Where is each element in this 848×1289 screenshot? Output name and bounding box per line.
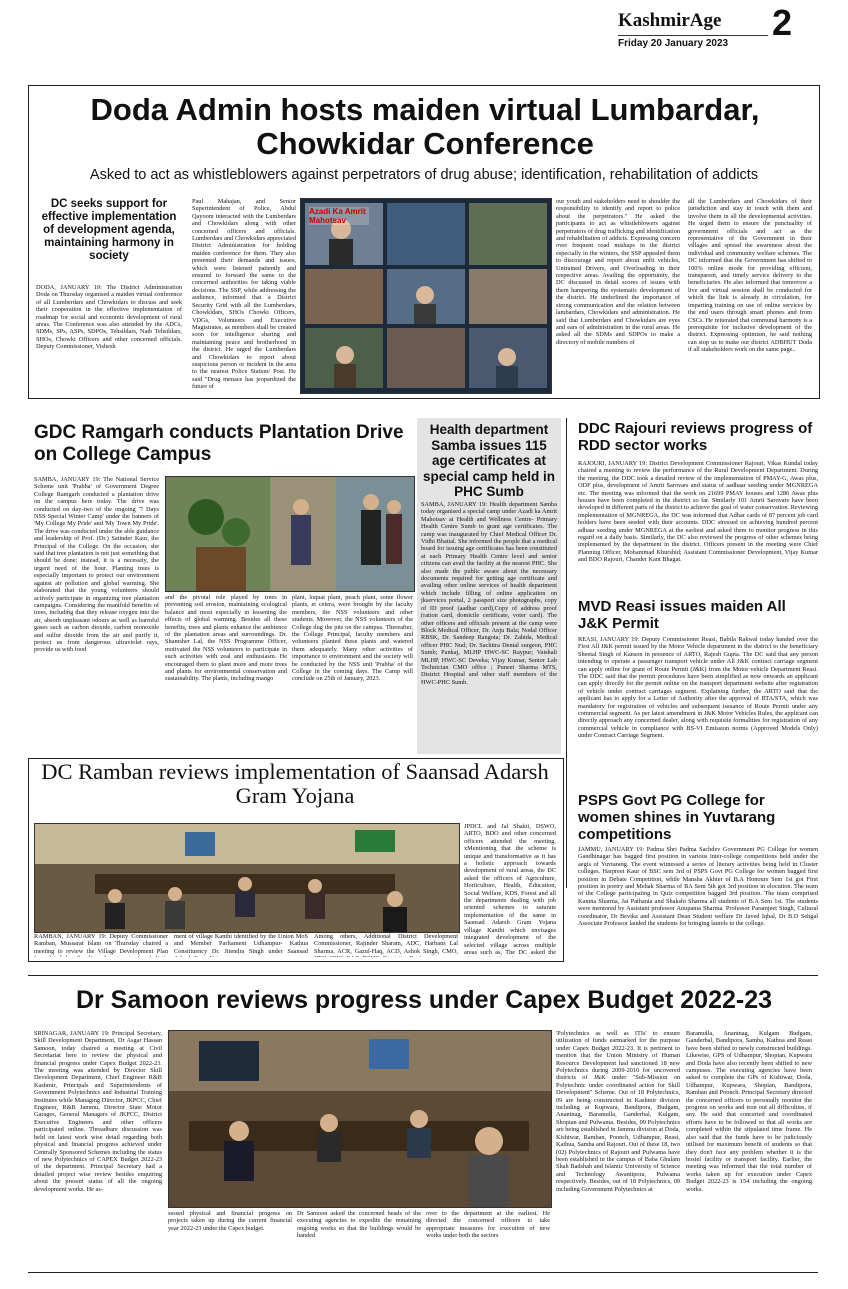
photo-banner-text: Azadi Ka Amrit Mahotsav: [309, 207, 369, 225]
story-doda-sidehead: DC seeks support for effective implementation of development agenda, maintaining harmony in society: [41, 198, 177, 262]
meeting-hall-photo: [35, 824, 459, 932]
story-psps-headline: PSPS Govt PG College for women shines in Yuvtarang competitions: [578, 792, 776, 843]
story-samoon-col6: Baramulla, Anantnag, Kulgam Budgam, Ganderbal, Bandipora, Samba, Kathua and Reasi have been shifted to newly constructed buildings. Likewise, GPS of Udhampur, Shopian, Kupwara and Doda have also recently been shifted to new campuses. The executing agencies have been asked to complete the GPs of Kishtwar, Doda, Udhampur, Kupwara, Shopian, Bandipora, Ramban and Poonch. Principal Secretary directed the concerned officers to personally monitor the progress on works and iron out all difficulties, if any. He said that concerted and coordinated efforts have to be followed so that all works are completed within the stipulated time frame. He also said that the funds have to be judiciously utilised for maximum benefit of students so that they don't face any problem whether it is the hostel facility or transport facility. Earlier, the meeting was informed that the total number of works taken up for execution under Capex Budget 2022-23 is 154 including the ongoing works.: [686, 1030, 812, 1193]
story-reasi-text: REASI, JANUARY 19: Deputy Commissioner Reasi, Babila Rakwal today handed over the First All J&K permit issued by the Motor Vehicle department in the district to the beneficiary Sheetal Singh of Kanson in presence of ARTO, Rajesh Gupta. The DC said that any person intending to operate a passenger transport vehicle under All J&K contract carriage segment can apply online for grant of Route Permit (J&K) from the Motor vehicle Department Reasi. The DDC said that the permit procedures have been simplified as now onwards an applicant can apply directly for the permit online on the transport department website after registration of vehicle under contract carriages segment. Explaining further, the ARTO said that the applicant has to apply for a Letter of Authority after the approval of RTA/STA, which was mandatory for registration of vehicles and subsequent issuance of Route Permit under any commercial segment. As per latest amendment in J&K Motor Vehicles Rules, the applicant can directly approach any concerned dealer, along with requisite formalities for registration of any commercial vehicle in compliance with BS-VI Emission norms (Approved Models Only) under Contract Carriage Segment.: [578, 636, 818, 740]
story-doda-col1: DODA, JANUARY 19: The District Administration Doda on Thursday organised a maiden virtual conference of all Lumberdars and Chowkidars to discuss and seek their cooperation in the effective implementation of roadmap for social and economic development of rural areas. The Conference was also attended by the ADCs, SDMs, SPs, ASPs, SDPOs, Tehsildars, Naib Tehsildars, SHOs, Chowki Officers and other concerned officials. Deputy Commissioner, Vishesh: [36, 284, 182, 351]
story-samoon-col1: SRINAGAR, JANUARY 19: Principal Secretary, Skill Development Department, Dr Asgar Hassan Samoon, today chaired a meeting at Civil Secretariat here to review the physical and financial progress under Capex Budget 2022-23. The meeting was attended by Director Skill Development Department, Chief Engineer R&B Kashmir, Principals and Superintendents of Government Polytechnics and Industrial Training Institutes while Managing Director, JKPCC, Chief Engineer, R&B Jammu, Director State Motor Garages, General Managers of JKPCC, District Executive Engineers and other officers participated online. Threadbare discussion was held on latest work wise detail regarding both physical and financial progress achieved under Centrally Sponsored Schemes including the status of new Polytechnics of CAPEX Budget 2022-23 of the department. Principal Secretary had a detailed project wise review besides enquiring about the present status of all the ongoing development works. He as-: [34, 1030, 162, 1193]
story-samoon-photo: [168, 1030, 552, 1208]
story-reasi-headline: MVD Reasi issues maiden All J&K Permit: [578, 598, 786, 632]
story-ramban-headline: DC Ramban reviews implementation of Saansad Adarsh Gram Yojana: [41, 759, 549, 808]
story-ramgarh-col2: and the pivotal role played by trees in preventing soil erosion, maintaining ecological balance and most especially in lessening the effects of global warming. Besides all these benefits, trees and plants enhance the ambience of the plantation areas and surroundings. Dr. Shamsher Lal, the NSS Programme Officer, motivated the NSS volunteers to participate in such activities with zeal and enthusiasm. He encouraged them to plant more and more trees and plants for environmental conservation and sustainability. The plants, including mango: [165, 594, 287, 683]
story-ramban-col3: Among others, Additional District Development Commissioner, Rajinder Sharam, ADC, Harbans Lal Sharma, ACR, Gazul-Haq, ACD, Ashok Singh, CMO,: [314, 933, 458, 955]
story-ramban-col1: RAMBAN, JANUARY 19: Deputy Commissioner Ramban, Mussarat Islam on Thursday chaired a meeting to review the Village Development Plan: [34, 933, 168, 955]
story-psps-text: JAMMU, JANUARY 19: Padma Shri Padma Sachdev Government PG College for women Gandhinagar has bagged first position in various inter-college competitions held under the aegis of Yuvtarang. The event witnessed a series of literary activities being held in Cluster colleges. Harpreet Kaur of BSC sem 3rd of PSPS Govt PG College for women bagged first position in Debate Competition, while Mansha Akhter of B.A Honours Sem 1st got First position in poetry and Mehak Sharma of BA Sem 5th got 3rd position in elocution. The team of the College participating in Quiz competition bagged 3rd position. The team comprised Kamna Sharma, Jai Pathania and Shakshi Sharma all students of B.A Sem 1st. The students were mentored by Assistant professor Anupama Sharma. Professor Paramjeet Singh, Cultural coordinator, Dr Bevika and Assistant Dean Student welfare Dr Javed Iqbal, Dr B.D Sehgal Associate Professor lauded the students for bringing laurels to the college.: [578, 846, 818, 928]
story-samoon-headline: Dr Samoon reviews progress under Capex Budget 2022-23: [75, 986, 773, 1014]
bottom-rule: [28, 1272, 818, 1273]
story-ramban-col4: JPDCL and Jal Shakti, DSWO, ARTO, BDO and other concerned officers attended the meeting. xMentioning that the scheme is unique and transformative as it has a holistic approach towards development of rural areas, the DC asked the officers of Agriculture, Horticulture, Health, Education, Social Welfare, KDS, Forest and all the departments dealing with job oriented schemes to saturate implementation of the same in Saansad Adarsh Gram Yojana village Kanthi which envisages integrated development of the selected village across multiple areas such as, The DC asked the: [464, 823, 556, 956]
story-doda-subhead: Asked to act as whistleblowers against perpetrators of drug abuse; identification, rehabilitation of addicts: [89, 167, 759, 183]
section-rule: [28, 975, 818, 976]
story-ramgarh-col3: plant, loquat plant, peach plant, some flower plants, et cetera, were brought by the faculty members, the NSS volunteers and other students. Moreover, the NSS volunteers of the College dug the pits on the campus. Thereafter, the College Principal, faculty members and volunteers planted these plants and watered them adequately. Many other activities of importance to environment and the society will be conducted by the NSS unit 'Prabha' of the College in the coming days. The Camp will conclude on 25th of January, 2023.: [292, 594, 413, 683]
video-conference-photo: [301, 199, 551, 393]
masthead-logo: KashmirAge: [618, 10, 722, 31]
story-doda-col3: our youth and stakeholders need to shoulder the responsibility to identify and report to police about the perpetrators." He asked the participants to act as whistleblowers against perpetrators of drug trafficking and identification and rehabilitation of addicts. Expressing concern over frequent road mishaps in the district especially in the winters, the SSP appealed them to discourage and report about unfit vehicles, Untrained Drivers, and Overloading in their respective areas. Availing the opportunity, the DC discussed in detail scores of issues with them hampering the systematic development of the district. He underlined the importance of strong communication and the relation between lambardars, Chowkidars and administration. He said that Lumberdars and Chowkidars are eyes and ears of administration in the rural areas. He asked all the SDMs and SDPOs to make a directory of mobile numbers of: [556, 198, 680, 346]
story-samoon-col2: sessed physical and financial progress on projects taken up during the current financial year 2022-23 under the Capex budget.: [168, 1210, 292, 1232]
page-number: 2: [772, 2, 793, 43]
story-samoon-col3: Dr Samoon asked the concerned heads of the executing agencies to expedite the remaining ongoing works so that the buildings would be handed: [297, 1210, 421, 1240]
story-ramban-photo: [34, 823, 460, 933]
story-samoon-col4: over to the department at the earliest. He directed the concerned officers to take appropriate measures for execution of new works under both the sectors: [426, 1210, 550, 1240]
masthead: [612, 2, 842, 76]
story-rajouri-headline: DDC Rajouri reviews progress of RDD sector works: [578, 420, 813, 454]
story-ramgarh-col1: SAMBA, JANUARY 19: The National Service Scheme unit 'Prabha' of Government Degree College Ramgarh conducted a plantation drive on the campus here today. The drive was conducted on day-two of the ongoing '7 Days NSS Special Winter Camp' under the banners of 'My College My Pride' and 'My Town My Pride'. The drive was conducted under the able guidance and leadership of Prof. (Dr.) Satinder Kaur, the Principal of the College. On the occasion, she said that tree plantation is not just something that should be done; instead, it is a necessity, the urgent need of the hour. Planting trees is especially important to protect our environment against air pollution and global warming. She elaborated that the young volunteers should actively participate in organizing tree plantation campaigns. Considering the manifold benefits of trees, including that they release oxygen into the air, absorb unpleasant odours as well as harmful gases such as carbon dioxide, carbon monoxide and sulfur dioxide from the air and purify it, protect us from dangerous ultraviolet rays, provide us with food: [34, 476, 159, 654]
column-divider: [566, 418, 567, 888]
masthead-date: Friday 20 January 2023: [618, 38, 729, 49]
story-samba-text: SAMBA, JANUARY 19: Health department Samba today organised a special camp under Azadi ka Amrit Mahotsav at Health and Wellness Centre- Primary Health Centre Sumb to grant age certificates. The camp was inaugurated by Chief Medical Officer Dr. Vidhi Bhatial. She informed the people that a medical board for issuing age certificates has been constituted at each Primary Health Centre level and senior citizens can avail the facility at the nearest PHC. She also made the public aware about the necessary documents required for getting age certificate and availing other online services of health department which include filling of online application on jkservices portal, 2 passport size photographs, copy of ID proof (aadhar card),Copy of address proof (ration card, domicile certificate, voter card). The other officers and officials present at the camp were Block Medical Officer, Dr. Anju Bala; Nodal Officer RBSK, Dr. Sandeep Rangota; Dr. Zahida, Medical officer PHC Nud; Dr. Sachitra Dental surgeon, PHC Sumb; Pankaj, MLHP HWC-SC Raypur; Vaishali MLHP, HWC-SC Deveka; Vijay Kumar, Senior Lab Technician CMO office ; Puneet Sharma MTS, District Hospital and other staff members of the HWC-PHC Sumb.: [421, 501, 557, 686]
story-doda-headline: Doda Admin hosts maiden virtual Lumbardar, Chowkidar Conference: [90, 92, 760, 161]
plantation-photo: [166, 477, 414, 591]
masthead-rule: [618, 35, 768, 36]
story-doda-col4: all the Lumberdars and Chowkidars of their jurisdiction and stay in touch with them and involve them in all the developmental activities. He urged them to ensure the punctuality of government officials and act as the representative of the Government in their villages and spread the awareness about the individual and community welfare schemes. The DC informed that the Government has shifted to 100% online mode for providing efficient, transparent, and timely service delivery to the beneficiaries. He also informed that tomorrow a live and virtual session shall be conducted for which the link is already in circulation, for imparting training on use of online services by the end users through smart phones and from CSCs. He reiterated that communal harmony is a prerequisite for inclusive development of the district. Expressing optimism, he said nothing can stop us to make our district ADBHUT Doda if all stakeholders work on the same page..: [688, 198, 812, 354]
story-doda-col2: Paul Mahajan, and Senior Superintendent of Police, Abdul Qayoom interacted with the Lumberdars and Chowkidars along with other concerned officers and officials. Lumberdars and Chowkidars appreciated District Administration for holding maiden conference for them. They also presented their demands and issues, which were listened patiently and ensured to forward the same to the concerned authorities for taking viable decisions. The SSP, while addressing the audience, informed that a District Security Grid with all the Lumberdars, Chowkidars, SHOs Chowki Officers, VDGs, Volunteers and Executive Magistrates, as members shall be created soon for intelligence sharing and maintaining peace and brotherhood in the district. He urged the Lumberdars and Chowkidars to report about suspicious person or incident in the area to the nearest Police Station/ Post. He said "Drug menace has jeopardized the future of: [192, 198, 296, 391]
story-ramgarh-photo: [165, 476, 415, 592]
samoon-meeting-photo: [169, 1031, 551, 1207]
story-rajouri-text: RAJOURI, JANUARY 19: District Development Commissioner Rajouri, Vikas Kundal today chaired a meeting to review the performance of the Rural Development Department. During the meeting, the DDC took a detailed review of the implementation of PMAY-G, Awas plus, ODF plus, development of Amrit Sarovars and status of aadhaar seeding under MGNREGA etc. The meeting was informed that the work on 21699 PMAY houses and 1286 Awas plus houses have been completed in the district so far. Similarly 101 Amrit Sarovars have been developed in different parts of the district to achieve the goal of water conservation. Reviewing implementation of MGNREGA, the DC was informed that Adhar cards of 87 percent job card holders have been seeded with their accounts. DDC stressed on achieving hundred percent adhaar seeding under MGNREGA at the earliest and asked them to monitor progress in this regard on a daily basis. Similarly, the DC also reviewed the progress of other schemes being implemented by the department in the district. Officers present in the meeting were Chief Planning Officer, Mohammad Khurshid; Assistant Commissioner Development, Vijay Kumar and BDO Rajouri, Chander Kant Bhagat.: [578, 460, 818, 564]
story-samba-headline: Health department Samba issues 115 age certificates at special camp held in PHC Sumb: [422, 422, 556, 499]
story-ramban-col2: ment of village Kanthi identified by the Union MoS and Member Parliament Udhampur- Kathua Constituency Dr. Jitendra Singh under Saansad: [174, 933, 308, 955]
story-doda-photo: [300, 198, 552, 394]
story-samoon-col5: 'Polytechnics as well as ITIs' to ensure utilization of funds earmarked for the purpose under Capex Budget 2022-23. It is pertinent to mention that the Union Ministry of Human Resource Development had sanctioned 18 new Polytechnics during 2009-2010 for uncovered districts of J&K under "Sub-Mission on Polytechnic under coordinated action for Skill Development" Scheme. Out of 18 Polytechnics, 09 are being constructed in Kashmir division including at Kupwara, Bandipora, Budgam, Anantnag, Baramulla, Ganderbal, Kulgam, Shopian and Pulwama. Besides, 09 Polytechnics are being established in Jammu division at Doda, Kishtwar, Ramban, Poonch, Udhampur, Reasi, Kathua, Samba and Rajouri. Out of these 18, two (02) Polytechnics of Rajouri and Pulwama have been established in the campus of Baba Ghulam Shah Badshah and Islamic University of Science and Technology Awantipora, Pulwama respectively. Besides, out of 18 Polytechnics, 09 including Government Polytechnics at: [556, 1030, 680, 1193]
story-ramgarh-headline: GDC Ramgarh conducts Plantation Drive on College Campus: [34, 422, 404, 465]
